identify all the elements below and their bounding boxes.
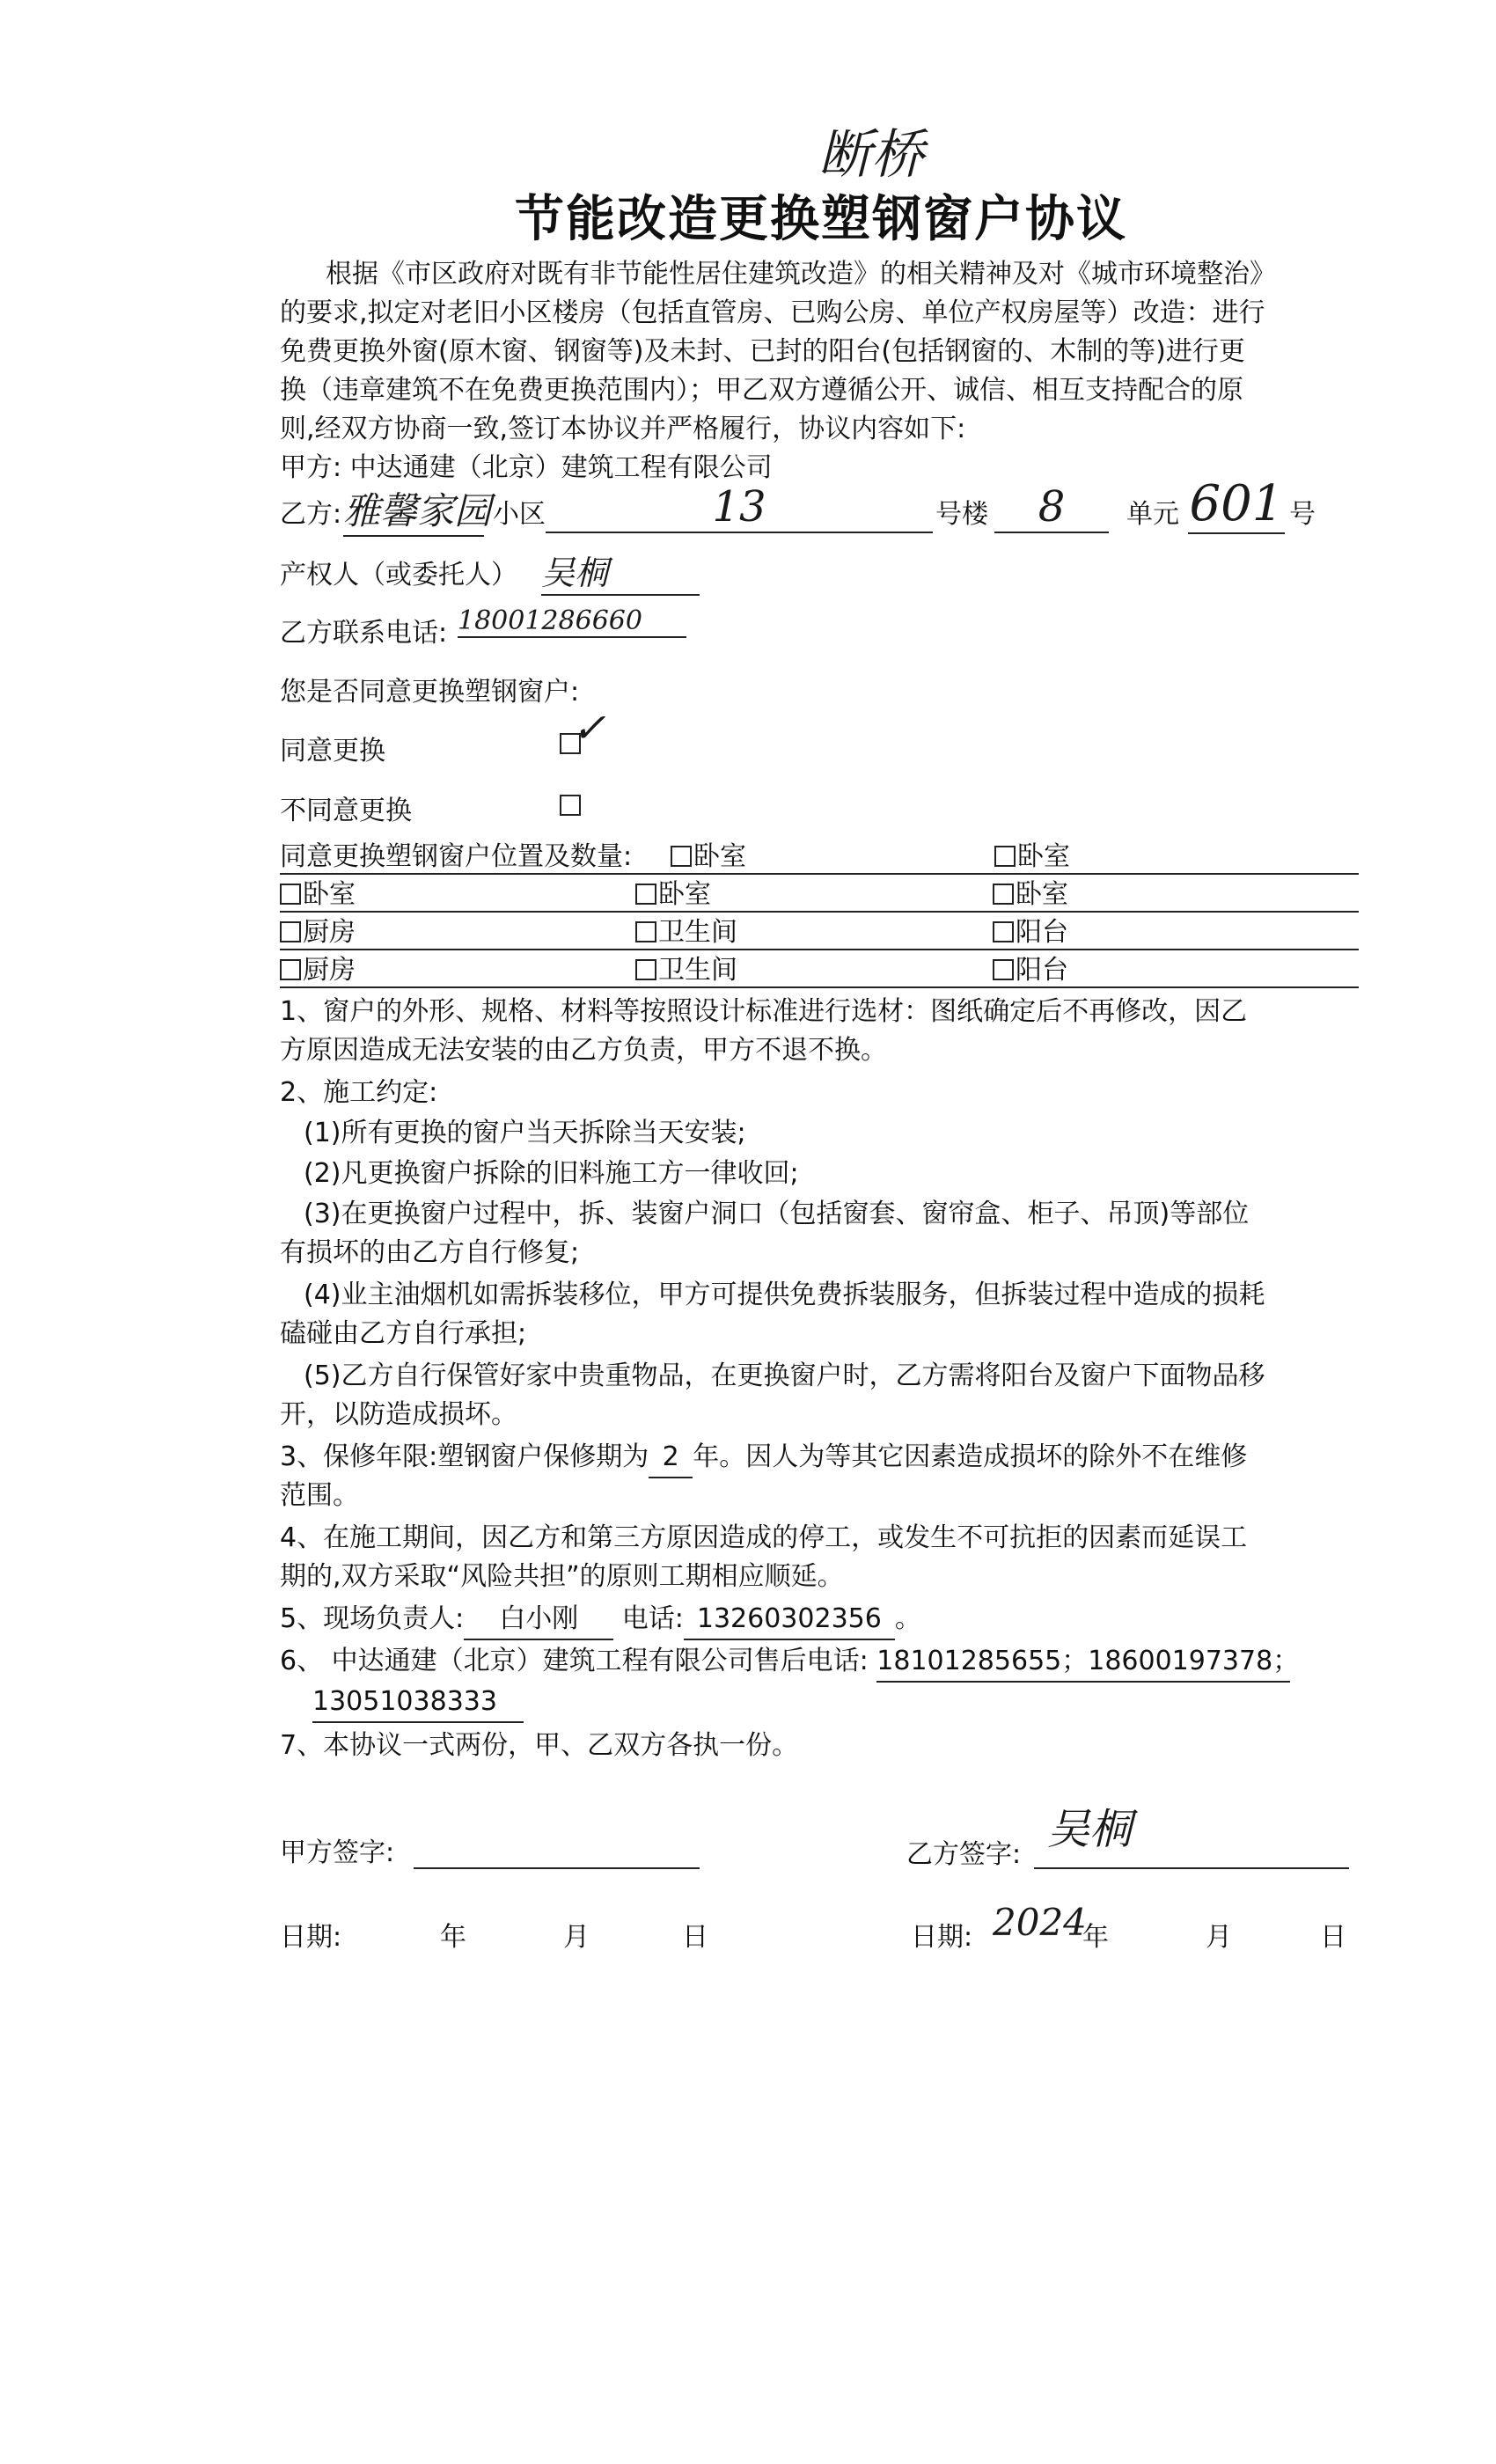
positions-label: 同意更换塑钢窗户位置及数量: [280, 841, 633, 872]
clause-line: (4)业主油烟机如需拆装移位，甲方可提供免费拆装服务，但拆装过程中造成的损耗 [304, 1280, 1265, 1310]
position-item[interactable]: 阳台 [993, 913, 1068, 952]
clause-3: 3、保修年限:塑钢窗户保修期为 2 年。因人为等其它因素造成损坏的除外不在维修 [280, 1438, 1247, 1478]
party-b-signature-line[interactable] [1034, 1867, 1349, 1869]
party-b-date-day: 日 [1320, 1922, 1346, 1953]
intro-line-3: 免费更换外窗(原木窗、钢窗等)及未封、已封的阳台(包括钢窗的、木制的等)进行更 [280, 336, 1245, 367]
clause-4-line-1: 4、在施工期间，因乙方和第三方原因造成的停工，或发生不可抗拒的因素而延误工 [280, 1522, 1248, 1553]
position-item[interactable]: 阳台 [993, 951, 1068, 990]
disagree-label: 不同意更换 [280, 796, 412, 826]
room-field[interactable]: 601 [1189, 475, 1284, 532]
unit-label: 单元 [1126, 499, 1179, 530]
clause-4-line-2: 期的,双方采取“风险共担”的原则工期相应顺延。 [280, 1561, 844, 1592]
clause-line: 磕碰由乙方自行承担; [280, 1318, 527, 1349]
party-b-label: 乙方: [280, 499, 342, 530]
party-a-date-month: 月 [563, 1922, 590, 1953]
clause-line: (5)乙方自行保管好家中贵重物品，在更换窗户时，乙方需将阳台及窗户下面物品移 [304, 1360, 1265, 1391]
handwritten-title-insert: 断桥 [818, 124, 924, 186]
disagree-checkbox[interactable] [560, 795, 583, 818]
clause-6: 6、 中达通建（北京）建筑工程有限公司售后电话: 18101285655；18600197378； [280, 1642, 1290, 1683]
building-label: 号楼 [935, 499, 988, 530]
clause-line: 开，以防造成损坏。 [280, 1399, 517, 1430]
position-item[interactable]: 卧室 [993, 876, 1068, 914]
party-b-date-year: 年 [1082, 1922, 1109, 1953]
party-b-date-month: 月 [1206, 1922, 1232, 1953]
party-a: 甲方: 中达通建（北京）建筑工程有限公司 [280, 452, 773, 483]
party-a-sign-label: 甲方签字: [280, 1837, 395, 1868]
party-b-signature: 吴桐 [1047, 1805, 1133, 1854]
intro-line-5: 则,经双方协商一致,签订本协议并严格履行，协议内容如下: [280, 414, 966, 444]
site-manager: 白小刚 [464, 1600, 613, 1640]
party-b-sign-label: 乙方签字: [906, 1839, 1022, 1870]
clause-line: (2)凡更换窗户拆除的旧料施工方一律收回; [304, 1158, 799, 1189]
clause-line: 有损坏的由乙方自行修复; [280, 1237, 580, 1268]
building-field[interactable]: 13 [546, 482, 933, 533]
clause-7: 7、本协议一式两份，甲、乙双方各执一份。 [280, 1730, 799, 1761]
intro-line-4: 换（违章建筑不在免费更换范围内）；甲乙双方遵循公开、诚信、相互支持配合的原 [280, 375, 1243, 406]
position-item[interactable]: 卧室 [994, 838, 1070, 876]
unit-field[interactable]: 8 [994, 482, 1109, 533]
community-label: 小区 [493, 499, 546, 530]
clause-line: (3)在更换窗户过程中，拆、装窗户洞口（包括窗套、窗帘盒、柜子、吊顶)等部位 [304, 1199, 1250, 1229]
community-field[interactable]: 雅馨家园 [343, 482, 484, 537]
phone-field[interactable]: 18001286660 [458, 605, 686, 638]
intro-line-2: 的要求,拟定对老旧小区楼房（包括直管房、已购公房、单位产权房屋等）改造：进行 [280, 297, 1265, 328]
page-title: 节能改造更换塑钢窗户协议 [515, 191, 1127, 248]
agree-question: 您是否同意更换塑钢窗户: [280, 677, 580, 708]
position-item[interactable]: 卫生间 [635, 951, 737, 990]
agree-label: 同意更换 [280, 736, 385, 766]
room-label: 号 [1289, 499, 1316, 530]
position-item[interactable]: 卧室 [635, 876, 711, 914]
party-b-date-year-value: 2024 [993, 1901, 1087, 1944]
clause-3-line-2: 范围。 [280, 1480, 359, 1511]
party-b-date-label: 日期: [911, 1922, 973, 1953]
clause-line: 2、施工约定: [280, 1077, 438, 1108]
party-a-date-year: 年 [440, 1922, 466, 1953]
party-a-date-label: 日期: [280, 1922, 342, 1953]
phone-label: 乙方联系电话: [280, 618, 448, 649]
clause-line: (1)所有更换的窗户当天拆除当天安装; [304, 1118, 746, 1148]
party-a-signature-line[interactable] [414, 1867, 700, 1869]
position-item[interactable]: 卧室 [671, 838, 746, 876]
agree-checkmark: ✓ [572, 704, 606, 752]
position-item[interactable]: 卧室 [280, 876, 356, 914]
after-sales-phones-2: 13051038333 [312, 1683, 524, 1723]
owner-label: 产权人（或委托人） [280, 560, 517, 590]
owner-field[interactable]: 吴桐 [541, 546, 700, 596]
warranty-years: 2 [649, 1438, 693, 1478]
site-manager-phone: 13260302356 [684, 1600, 895, 1640]
party-a-date-day: 日 [682, 1922, 708, 1953]
clause-line: 1、窗户的外形、规格、材料等按照设计标准进行选材：图纸确定后不再修改，因乙 [280, 996, 1248, 1027]
position-item[interactable]: 厨房 [280, 951, 356, 990]
clause-line: 方原因造成无法安装的由乙方负责，甲方不退不换。 [280, 1035, 887, 1066]
clause-5: 5、现场负责人: 白小刚 电话: 13260302356 。 [280, 1600, 921, 1640]
intro-line-1: 根据《市区政府对既有非节能性居住建筑改造》的相关精神及对《城市环境整治》 [326, 259, 1276, 290]
after-sales-phones: 18101285655；18600197378； [876, 1642, 1290, 1683]
position-item[interactable]: 卫生间 [635, 913, 737, 952]
position-item[interactable]: 厨房 [280, 913, 356, 952]
